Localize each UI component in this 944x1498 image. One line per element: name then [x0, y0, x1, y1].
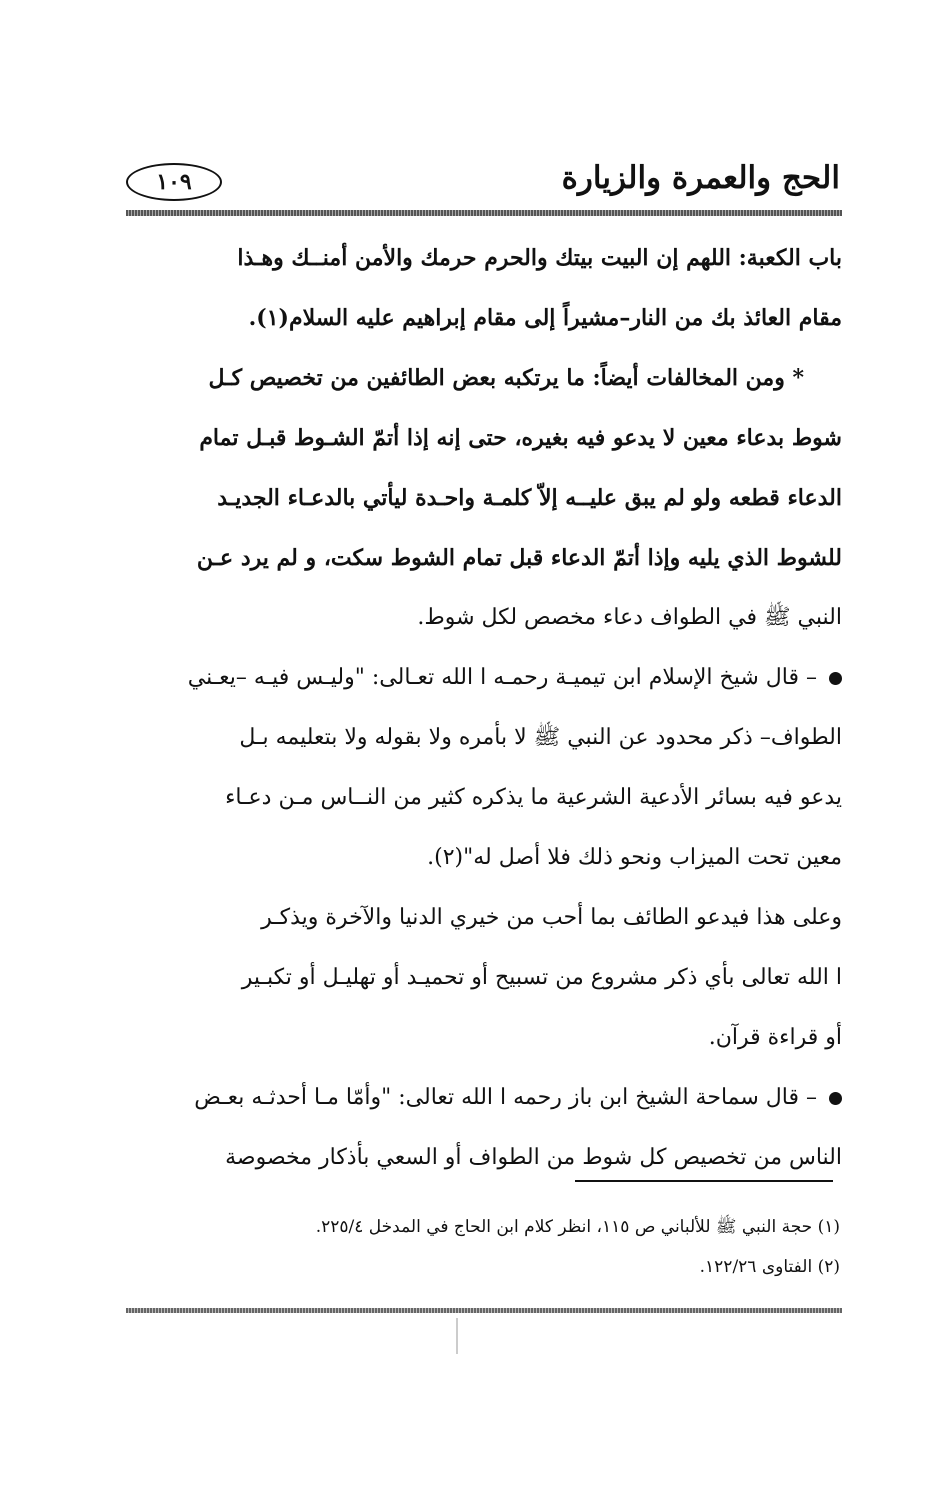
- text-line: الناس من تخصيص كل شوط من الطواف أو السعي بأذكار مخصوصة: [225, 1145, 842, 1170]
- text-line: مقام العائذ بك من النار–مشيراً إلى مقام إبراهيم عليه السلام(١).: [248, 305, 842, 331]
- footnote-separator: [575, 1180, 833, 1182]
- bullet-paragraph: [126, 1068, 842, 1188]
- text-line: – قال شيخ الإسلام ابن تيميـة رحمـه ا الله تعـالى: "وليـس فيـه –يعـني: [126, 648, 842, 708]
- text-line: للشوط الذي يليه وإذا أتمّ الدعاء قبل تمام الشوط سكت، و لم يرد عـن: [196, 545, 842, 571]
- text-line: وعلى هذا فيدعو الطائف بما أحب من خيري الدنيا والآخرة ويذكـر: [261, 905, 842, 930]
- page-number-badge: [126, 163, 222, 201]
- paragraph: [126, 588, 842, 648]
- text-line: الدعاء قطعه ولو لم يبق عليــه إلاّ كلمـة واحـدة ليأتي بالدعـاء الجديـد: [217, 485, 842, 511]
- paragraph: [126, 228, 842, 348]
- paragraph: [126, 888, 842, 1068]
- page-number: ١٠٩: [156, 169, 192, 195]
- text-line: ا الله تعالى بأي ذكر مشروع من تسبيح أو تحميـد أو تهليـل أو تكبـير: [241, 965, 842, 990]
- header-rule: [126, 210, 842, 216]
- scan-mark: [456, 1318, 458, 1354]
- footnote: (٢) الفتاوى ١٢٢/٢٦.: [699, 1257, 840, 1277]
- paragraph: [126, 348, 842, 588]
- footnotes: [124, 1207, 840, 1287]
- text-line: أو قراءة قرآن.: [708, 1025, 842, 1050]
- text-line: شوط بدعاء معين لا يدعو فيه بغيره، حتى إنه إذا أتمّ الشـوط قبـل تمام: [199, 425, 842, 451]
- footnote: (١) حجة النبي ﷺ للألباني ص ١١٥، انظر كلام ابن الحاج في المدخل ٢٢٥/٤.: [315, 1217, 840, 1237]
- body-text: [126, 228, 842, 1188]
- text-line: النبي ﷺ في الطواف دعاء مخصص لكل شوط.: [417, 605, 842, 630]
- text-line: يدعو فيه بسائر الأدعية الشرعية ما يذكره كثير من النــاس مـن دعـاء: [225, 785, 842, 810]
- footer-rule: [126, 1308, 842, 1313]
- text-line: * ومن المخالفات أيضاً: ما يرتكبه بعض الطائفين من تخصيص كـل: [208, 365, 804, 391]
- bullet-paragraph: [126, 648, 842, 888]
- text-line: معين تحت الميزاب ونحو ذلك فلا أصل له"(٢).: [427, 845, 842, 870]
- text-line: باب الكعبة: اللهم إن البيت بيتك والحرم حرمك والأمن أمنــك وهـذا: [237, 245, 842, 271]
- text-line: – قال سماحة الشيخ ابن باز رحمه ا الله تعالى: "وأمّا مـا أحدثـه بعـض: [126, 1068, 842, 1128]
- running-title: الحج والعمرة والزيارة: [561, 160, 840, 196]
- text-line: الطواف– ذكر محدود عن النبي ﷺ لا بأمره ولا بقوله ولا بتعليمه بـل: [239, 725, 842, 750]
